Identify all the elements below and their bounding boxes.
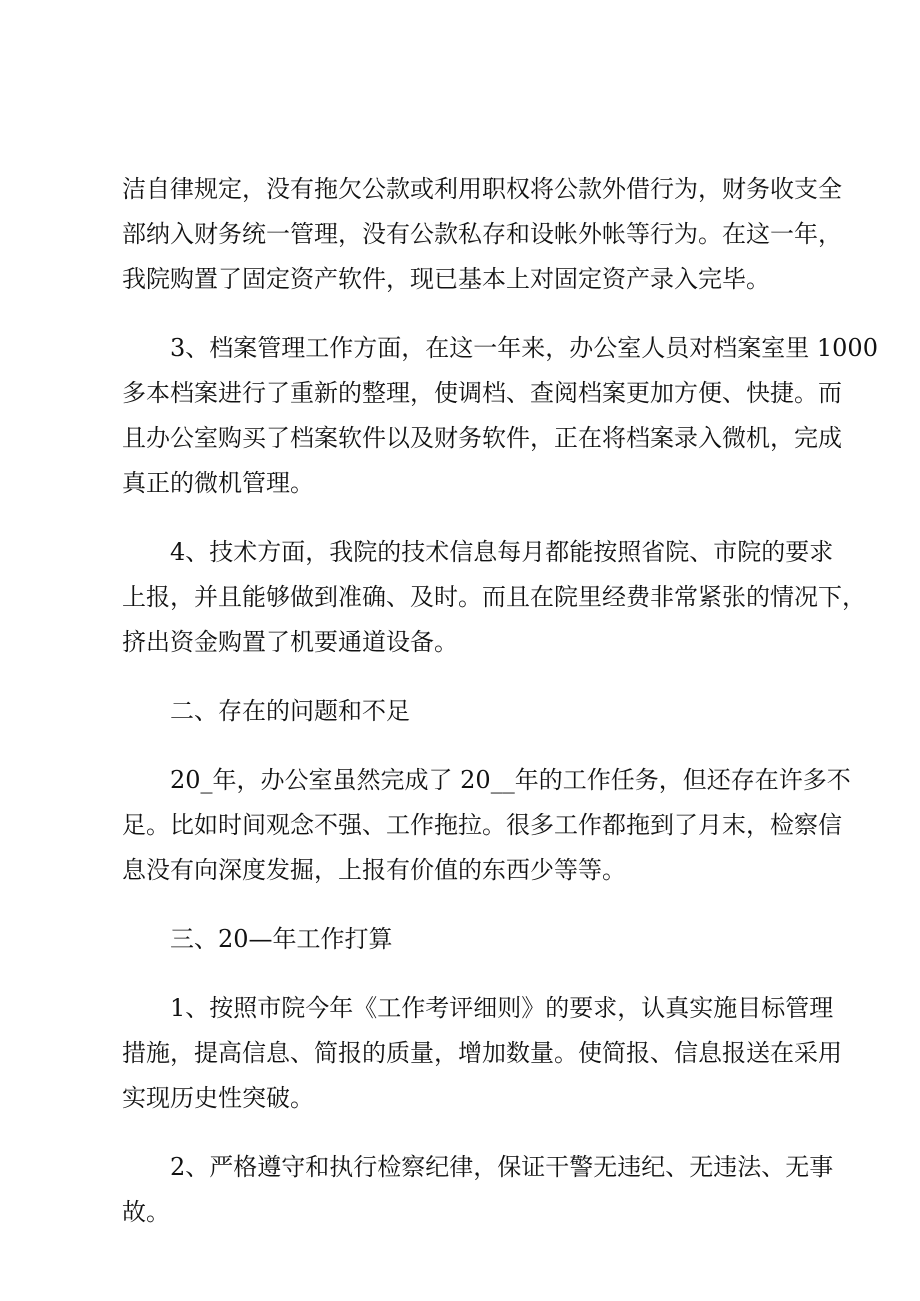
paragraph <box>122 1145 834 1235</box>
text-line: 真正的微机管理。 <box>122 469 314 497</box>
text-line: 足。比如时间观念不强、工作拖拉。很多工作都拖到了月末，检察信 <box>122 811 842 839</box>
paragraph-gap <box>122 665 814 689</box>
paragraph <box>122 167 842 302</box>
text-line: 措施，提高信息、简报的质量，增加数量。使简报、信息报送在采用 <box>122 1039 842 1067</box>
text-line: 故。 <box>122 1198 170 1226</box>
text-line: 2、严格遵守和执行检察纪律，保证干警无违纪、无违法、无事 <box>170 1153 834 1181</box>
text-line: 洁自律规定，没有拖欠公款或利用职权将公款外借行为，财务收支全 <box>122 175 842 203</box>
text-line: 20_年，办公室虽然完成了 20__年的工作任务，但还存在许多不 <box>170 766 851 794</box>
paragraph <box>122 326 878 506</box>
paragraph-gap <box>122 302 814 326</box>
paragraph <box>122 530 866 665</box>
text-line: 上报，并且能够做到准确、及时。而且在院里经费非常紧张的情况下， <box>122 583 866 611</box>
text-line: 挤出资金购置了机要通道设备。 <box>122 628 458 656</box>
text-line: 息没有向深度发掘，上报有价值的东西少等等。 <box>122 856 626 884</box>
text-line: 实现历史性突破。 <box>122 1084 314 1112</box>
text-line: 多本档案进行了重新的整理，使调档、查阅档案更加方便、快捷。而 <box>122 379 842 407</box>
text-line: 部纳入财务统一管理，没有公款私存和设帐外帐等行为。在这一年， <box>122 220 842 248</box>
text-line: 且办公室购买了档案软件以及财务软件，正在将档案录入微机，完成 <box>122 424 842 452</box>
heading-text: 二、存在的问题和不足 <box>170 697 410 725</box>
text-line: 1、按照市院今年《工作考评细则》的要求，认真实施目标管理 <box>170 994 834 1022</box>
text-line: 3、档案管理工作方面，在这一年来，办公室人员对档案室里 1000 <box>170 334 878 362</box>
paragraph <box>122 758 851 893</box>
text-line: 4、技术方面，我院的技术信息每月都能按照省院、市院的要求 <box>170 538 834 566</box>
paragraph-gap <box>122 962 814 986</box>
paragraph-gap <box>122 734 814 758</box>
document-body <box>122 167 878 1235</box>
paragraph-gap <box>122 1121 814 1145</box>
paragraph-gap <box>122 506 814 530</box>
paragraph-gap <box>122 893 814 917</box>
heading-text: 三、20—年工作打算 <box>170 925 393 953</box>
paragraph <box>122 986 842 1121</box>
text-line: 我院购置了固定资产软件，现已基本上对固定资产录入完毕。 <box>122 265 770 293</box>
section-heading <box>122 689 814 734</box>
section-heading <box>122 917 814 962</box>
